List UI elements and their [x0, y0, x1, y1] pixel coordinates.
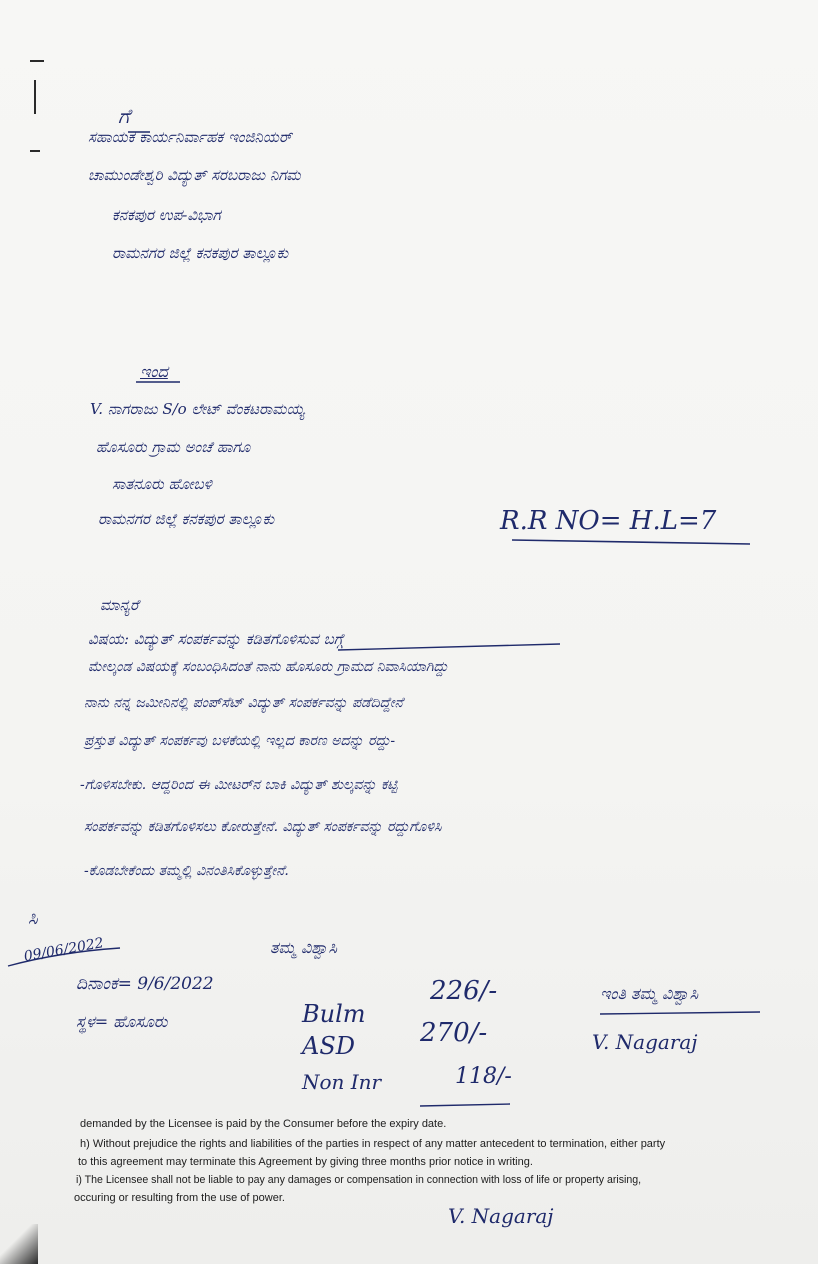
- body-line-3: ಪ್ರಸ್ತುತ ವಿದ್ಯುತ್ ಸಂಪರ್ಕವು ಬಳಕೆಯಲ್ಲಿ ಇಲ್ಲದ ಕಾರಣ ಅದನ್ನು ರದ್ದು-: [84, 733, 396, 749]
- from-line-4: ರಾಮನಗರ ಜಿಲ್ಲೆ ಕನಕಪುರ ತಾಲ್ಲೂಕು: [98, 510, 275, 528]
- charge-value-1: 226/-: [430, 976, 498, 1006]
- charge-label-3: Non Inr: [302, 1070, 382, 1094]
- agreement-signature: V. Nagaraj: [448, 1204, 554, 1228]
- agreement-line-5: occuring or resulting from the use of power.: [74, 1192, 285, 1204]
- charge-value-3: 118/-: [455, 1064, 512, 1089]
- body-line-2: ನಾನು ನನ್ನ ಜಮೀನಿನಲ್ಲಿ ಪಂಪ್‌ಸೆಟ್ ವಿದ್ಯುತ್ ಸಂಪರ್ಕವನ್ನು ಪಡೆದಿದ್ದೇನೆ: [84, 695, 403, 711]
- body-line-6: -ಕೊಡಬೇಕೆಂದು ತಮ್ಮಲ್ಲಿ ವಿನಂತಿಸಿಕೊಳ್ಳುತ್ತೇನೆ.: [84, 863, 289, 879]
- from-label: ಇಂದ: [140, 362, 168, 381]
- agreement-line-3: to this agreement may terminate this Agreement by giving three months prior notice in writing.: [78, 1156, 533, 1168]
- agreement-line-4: i) The Licensee shall not be liable to pay any damages or compensation in connection with loss of life or property arising,: [76, 1174, 642, 1186]
- to-line-2: ಚಾಮುಂಡೇಶ್ವರಿ ವಿದ್ಯುತ್ ಸರಬರಾಜು ನಿಗಮ: [88, 166, 301, 184]
- to-line-1: ಸಹಾಯಕ ಕಾರ್ಯನಿರ್ವಾಹಕ ಇಂಜಿನಿಯರ್: [88, 128, 292, 146]
- receipt-mark-top: ಸಿ: [28, 908, 38, 929]
- charge-value-2: 270/-: [420, 1018, 488, 1048]
- charge-label-2: ASD: [302, 1032, 356, 1060]
- from-line-3: ಸಾತನೂರು ಹೋಬಳಿ: [112, 475, 212, 493]
- receipt-sign-date: 09/06/2022: [22, 935, 105, 965]
- date-line: ದಿನಾಂಕ= 9/6/2022: [76, 974, 214, 994]
- subject-line: ವಿಷಯ: ವಿದ್ಯುತ್ ಸಂಪರ್ಕವನ್ನು ಕಡಿತಗೊಳಿಸುವ ಬಗ್ಗೆ: [88, 630, 344, 648]
- salutation: ಮಾನ್ಯರೆ: [100, 596, 139, 614]
- agreement-line-1: demanded by the Licensee is paid by the Consumer before the expiry date.: [80, 1118, 447, 1130]
- rr-number: R.R NO= H.L=7: [500, 506, 717, 536]
- from-line-1: V. ನಾಗರಾಜು S/o ಲೇಟ್ ವೆಂಕಟರಾಮಯ್ಯ: [90, 400, 305, 418]
- charge-label-1: Bulm: [302, 1000, 366, 1028]
- signatory-title: ಇಂತಿ ತಮ್ಮ ವಿಶ್ವಾಸಿ: [600, 984, 699, 1003]
- body-line-4: -ಗೊಳಿಸಬೇಕು. ಆದ್ದರಿಂದ ಈ ಮೀಟರ್‌ನ ಬಾಕಿ ವಿದ್ಯುತ್ ಶುಲ್ಕವನ್ನು ಕಟ್ಟಿ: [80, 777, 398, 793]
- to-line-3: ಕನಕಪುರ ಉಪ-ವಿಭಾಗ: [112, 206, 221, 224]
- signature: V. Nagaraj: [592, 1030, 698, 1054]
- body-line-5: ಸಂಪರ್ಕವನ್ನು ಕಡಿತಗೊಳಿಸಲು ಕೋರುತ್ತೇನೆ. ವಿದ್ಯುತ್ ಸಂಪರ್ಕವನ್ನು ರದ್ದುಗೊಳಿಸಿ: [84, 819, 442, 835]
- agreement-line-2: h) Without prejudice the rights and liabilities of the parties in respect of any matter antecedent to termination, either party: [80, 1138, 666, 1150]
- to-line-4: ರಾಮನಗರ ಜಿಲ್ಲೆ ಕನಕಪುರ ತಾಲ್ಲೂಕು: [112, 244, 289, 262]
- closing-text: ತಮ್ಮ ವಿಶ್ವಾಸಿ: [270, 938, 338, 957]
- header-mark: ಗೆ: [118, 104, 130, 128]
- body-line-1: ಮೇಲ್ಕಂಡ ವಿಷಯಕ್ಕೆ ಸಂಬಂಧಿಸಿದಂತೆ ನಾನು ಹೊಸೂರು ಗ್ರಾಮದ ನಿವಾಸಿಯಾಗಿದ್ದು: [88, 659, 449, 675]
- from-line-2: ಹೊಸೂರು ಗ್ರಾಮ ಅಂಚೆ ಹಾಗೂ: [96, 438, 251, 456]
- place-line: ಸ್ಥಳ= ಹೊಸೂರು: [76, 1012, 168, 1031]
